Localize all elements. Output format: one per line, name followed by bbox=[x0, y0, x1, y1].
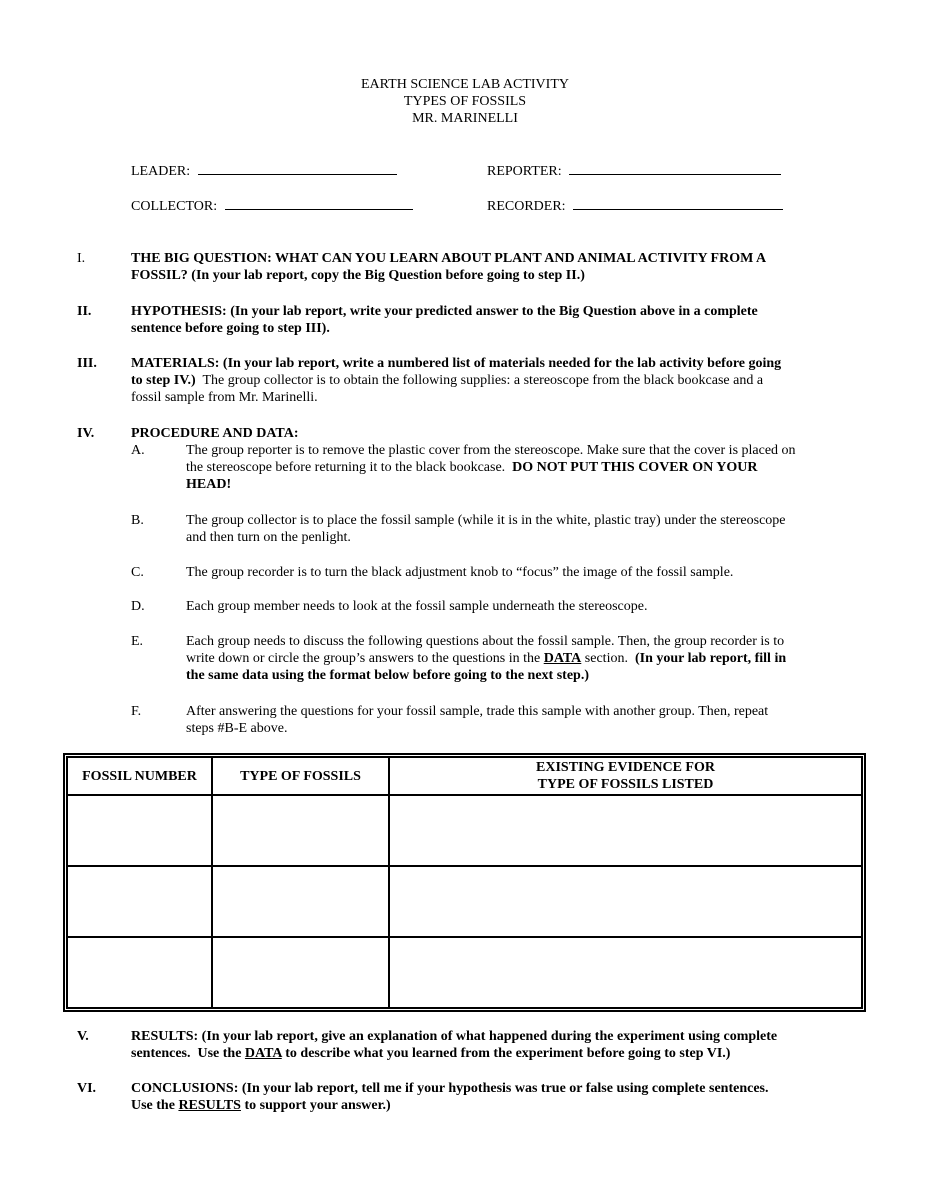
reporter-blank[interactable] bbox=[569, 163, 781, 175]
section-1-number: I. bbox=[77, 251, 86, 266]
section-5-results bbox=[131, 1028, 851, 1062]
section-3-line1: MATERIALS: (In your lab report, write a numbered list of materials needed for the lab activity before going bbox=[131, 356, 782, 371]
step-c-text: The group recorder is to turn the black adjustment knob to “focus” the image of the fossil sample. bbox=[186, 565, 734, 580]
step-f-line1: After answering the questions for your fossil sample, trade this sample with another group. Then, repeat bbox=[186, 704, 769, 719]
step-f-letter: F. bbox=[131, 704, 142, 719]
section-6-line2-text: Use the bbox=[131, 1098, 179, 1113]
step-f-line2: steps #B-E above. bbox=[186, 721, 288, 736]
table-cell[interactable] bbox=[389, 866, 862, 937]
section-5-line2 bbox=[131, 1045, 851, 1062]
table-row bbox=[67, 866, 862, 937]
step-e-line1: Each group needs to discuss the following questions about the fossil sample. Then, the group recorder is to bbox=[186, 634, 785, 649]
step-e-letter: E. bbox=[131, 634, 144, 649]
section-6-results-word: RESULTS bbox=[178, 1098, 241, 1113]
step-e-line2 bbox=[186, 650, 858, 667]
section-4-number: IV. bbox=[77, 426, 95, 441]
table-row bbox=[67, 937, 862, 1008]
col-type-of-fossils: TYPE OF FOSSILS bbox=[212, 757, 389, 795]
section-6-conclusions bbox=[131, 1080, 851, 1114]
section-4-title: PROCEDURE AND DATA: bbox=[131, 426, 299, 441]
section-6-line1: CONCLUSIONS: (In your lab report, tell me if your hypothesis was true or false using complete sentences. bbox=[131, 1081, 769, 1096]
section-5-line1: RESULTS: (In your lab report, give an explanation of what happened during the experiment using complete bbox=[131, 1029, 778, 1044]
col-existing-evidence-line1: EXISTING EVIDENCE FOR bbox=[536, 760, 715, 775]
section-1-line1: THE BIG QUESTION: WHAT CAN YOU LEARN ABOUT PLANT AND ANIMAL ACTIVITY FROM A bbox=[131, 251, 767, 266]
step-a-letter: A. bbox=[131, 443, 145, 458]
section-2-line2: sentence before going to step III). bbox=[131, 321, 330, 336]
step-b-text bbox=[186, 512, 858, 546]
section-3-line2 bbox=[131, 372, 851, 389]
step-e-data-word: DATA bbox=[543, 651, 582, 666]
step-d-letter: D. bbox=[131, 599, 145, 614]
step-c-letter: C. bbox=[131, 565, 144, 580]
step-b-line2: and then turn on the penlight. bbox=[186, 530, 351, 545]
col-existing-evidence bbox=[389, 757, 862, 795]
section-2-number: II. bbox=[77, 304, 92, 319]
section-1-line2: FOSSIL? (In your lab report, copy the Big Question before going to step II.) bbox=[131, 268, 585, 283]
table-cell[interactable] bbox=[212, 866, 389, 937]
table-cell[interactable] bbox=[212, 937, 389, 1008]
section-2-hypothesis bbox=[131, 303, 851, 337]
leader-blank[interactable] bbox=[198, 163, 397, 175]
step-b-letter: B. bbox=[131, 513, 144, 528]
section-1-big-question bbox=[131, 250, 851, 284]
table-cell[interactable] bbox=[67, 937, 212, 1008]
reporter-row bbox=[487, 163, 781, 180]
step-e-line3: the same data using the format below before going to the next step.) bbox=[186, 668, 589, 683]
section-6-number: VI. bbox=[77, 1081, 97, 1096]
collector-row bbox=[131, 198, 413, 215]
section-6-line2 bbox=[131, 1097, 851, 1114]
section-3-number: III. bbox=[77, 356, 97, 371]
table-header-row bbox=[67, 757, 862, 795]
section-3-line2-bold: to step IV.) bbox=[131, 373, 196, 388]
step-a-text bbox=[186, 442, 858, 493]
table-cell[interactable] bbox=[389, 795, 862, 866]
section-3-line3: fossil sample from Mr. Marinelli. bbox=[131, 390, 318, 405]
section-5-data-word: DATA bbox=[244, 1046, 282, 1061]
header-teacher: MR. MARINELLI bbox=[412, 111, 518, 126]
table-row bbox=[67, 795, 862, 866]
recorder-row bbox=[487, 198, 783, 215]
fossil-data-table bbox=[66, 756, 863, 1009]
header-title: EARTH SCIENCE LAB ACTIVITY bbox=[361, 77, 569, 92]
step-a-line3: HEAD! bbox=[186, 477, 232, 492]
col-fossil-number: FOSSIL NUMBER bbox=[67, 757, 212, 795]
collector-blank[interactable] bbox=[225, 198, 413, 210]
step-e-line2-text: write down or circle the group’s answers to the questions in the bbox=[186, 651, 544, 666]
section-5-line2-text: sentences. Use the bbox=[131, 1046, 245, 1061]
leader-row bbox=[131, 163, 397, 180]
table-cell[interactable] bbox=[67, 795, 212, 866]
step-f-text bbox=[186, 703, 858, 737]
step-a-line2 bbox=[186, 459, 858, 476]
step-b-line1: The group collector is to place the fossil sample (while it is in the white, plastic tray) under the stereoscope bbox=[186, 513, 786, 528]
step-a-warning: DO NOT PUT THIS COVER ON YOUR bbox=[512, 460, 758, 475]
table-cell[interactable] bbox=[212, 795, 389, 866]
step-a-line2-text: the stereoscope before returning it to the black bookcase. bbox=[186, 460, 513, 475]
recorder-blank[interactable] bbox=[573, 198, 783, 210]
table-cell[interactable] bbox=[67, 866, 212, 937]
step-e-line2-mid: section. bbox=[581, 651, 635, 666]
section-2-line1: HYPOTHESIS: (In your lab report, write your predicted answer to the Big Question above in a complete bbox=[131, 304, 758, 319]
section-6-line2-end: to support your answer.) bbox=[240, 1098, 391, 1113]
step-d-text: Each group member needs to look at the fossil sample underneath the stereoscope. bbox=[186, 599, 648, 614]
leader-label: LEADER: bbox=[131, 164, 191, 179]
step-e-line2-bold: (In your lab report, fill in bbox=[634, 651, 787, 666]
section-3-line2-rest: The group collector is to obtain the following supplies: a stereoscope from the black bookcase and a bbox=[195, 373, 764, 388]
col-existing-evidence-line2: TYPE OF FOSSILS LISTED bbox=[537, 777, 714, 792]
recorder-label: RECORDER: bbox=[487, 199, 566, 214]
header-subtitle: TYPES OF FOSSILS bbox=[403, 94, 527, 109]
step-e-text bbox=[186, 633, 858, 684]
table-cell[interactable] bbox=[389, 937, 862, 1008]
section-5-number: V. bbox=[77, 1029, 89, 1044]
step-a-line1: The group reporter is to remove the plastic cover from the stereoscope. Make sure that the cover is placed on bbox=[186, 443, 796, 458]
section-3-materials bbox=[131, 355, 851, 406]
collector-label: COLLECTOR: bbox=[131, 199, 218, 214]
section-5-line2-end: to describe what you learned from the experiment before going to step VI.) bbox=[281, 1046, 731, 1061]
reporter-label: REPORTER: bbox=[487, 164, 562, 179]
